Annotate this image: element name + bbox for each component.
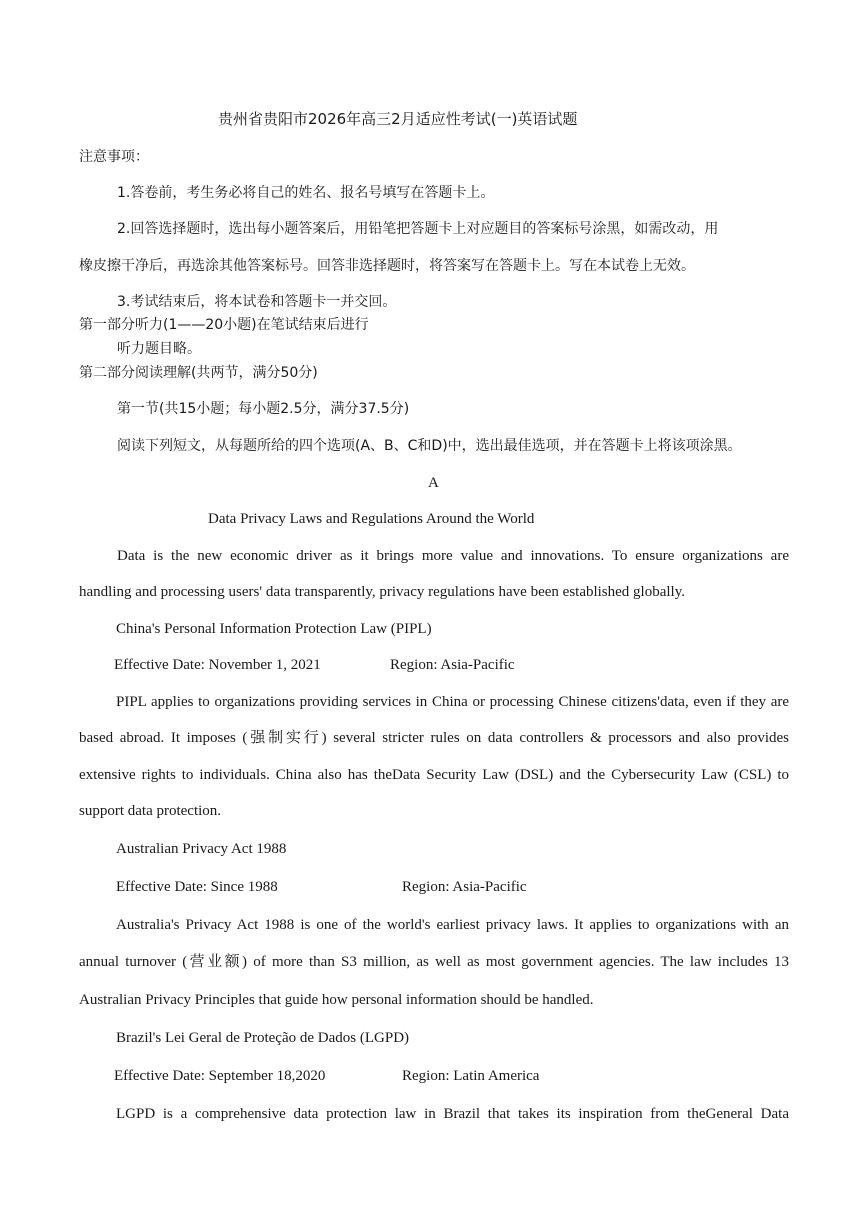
law-text-line: Australian Privacy Principles that guide how personal information should be handled.	[79, 992, 594, 1008]
law-text-line: PIPL applies to organizations providing services in China or processing Chinese citizens'data, even if they are	[116, 694, 789, 710]
intro-line-2: handling and processing users' data transparently, privacy regulations have been established globally.	[79, 584, 685, 600]
law-text-line: support data protection.	[79, 803, 222, 819]
law-text-line: extensive rights to individuals. China also has theData Security Law (DSL) and the Cybersecurity Law (CSL) to	[79, 767, 789, 783]
notice-item-3: 3.考试结束后，将本试卷和答题卡一并交回。	[117, 294, 397, 310]
law-region: Region: Asia-Pacific	[402, 879, 527, 895]
reading-instructions: 阅读下列短文，从每题所给的四个选项(A、B、C和D)中，选出最佳选项，并在答题卡上将该项涂黑。	[117, 438, 742, 454]
part2-heading: 第二部分阅读理解(共两节，满分50分)	[79, 365, 318, 381]
law-text-line: Australia's Privacy Act 1988 is one of the world's earliest privacy laws. It applies to organizations with an	[116, 917, 789, 933]
passage-title: Data Privacy Laws and Regulations Around the World	[208, 511, 535, 527]
law-name: China's Personal Information Protection Law (PIPL)	[116, 621, 432, 637]
intro-line-1: Data is the new economic driver as it brings more value and innovations. To ensure organizations are	[117, 548, 789, 564]
law-name: Brazil's Lei Geral de Proteção de Dados (LGPD)	[116, 1030, 410, 1046]
law-effective-date: Effective Date: November 1, 2021	[114, 657, 321, 673]
passage-label: A	[428, 475, 439, 491]
notice-item-2-line-2: 橡皮擦干净后，再选涂其他答案标号。回答非选择题时，将答案写在答题卡上。写在本试卷上无效。	[79, 258, 695, 274]
section1-heading: 第一节(共15小题；每小题2.5分，满分37.5分)	[117, 401, 410, 417]
law-text-line: LGPD is a comprehensive data protection law in Brazil that takes its inspiration from theGeneral Data	[116, 1106, 789, 1122]
law-text-line: annual turnover (营业额) of more than S3 million, as well as most government agencies. The law includes 13	[79, 954, 789, 970]
part1-note: 听力题目略。	[117, 341, 201, 357]
exam-title: 贵州省贵阳市2026年高三2月适应性考试(一)英语试题	[218, 110, 578, 128]
notice-item-1: 1.答卷前，考生务必将自己的姓名、报名号填写在答题卡上。	[117, 185, 495, 201]
law-name: Australian Privacy Act 1988	[116, 841, 287, 857]
law-effective-date: Effective Date: Since 1988	[116, 879, 278, 895]
part1-heading: 第一部分听力(1——20小题)在笔试结束后进行	[79, 317, 369, 333]
law-effective-date: Effective Date: September 18,2020	[114, 1068, 326, 1084]
notice-item-2-line-1: 2.回答选择题时，选出每小题答案后，用铅笔把答题卡上对应题目的答案标号涂黑，如需改动，用	[117, 221, 719, 237]
law-region: Region: Asia-Pacific	[390, 657, 515, 673]
law-text-line: based abroad. It imposes (强制实行) several stricter rules on data controllers & processors and also provides	[79, 730, 789, 746]
law-region: Region: Latin America	[402, 1068, 540, 1084]
notice-heading: 注意事项：	[79, 149, 149, 165]
